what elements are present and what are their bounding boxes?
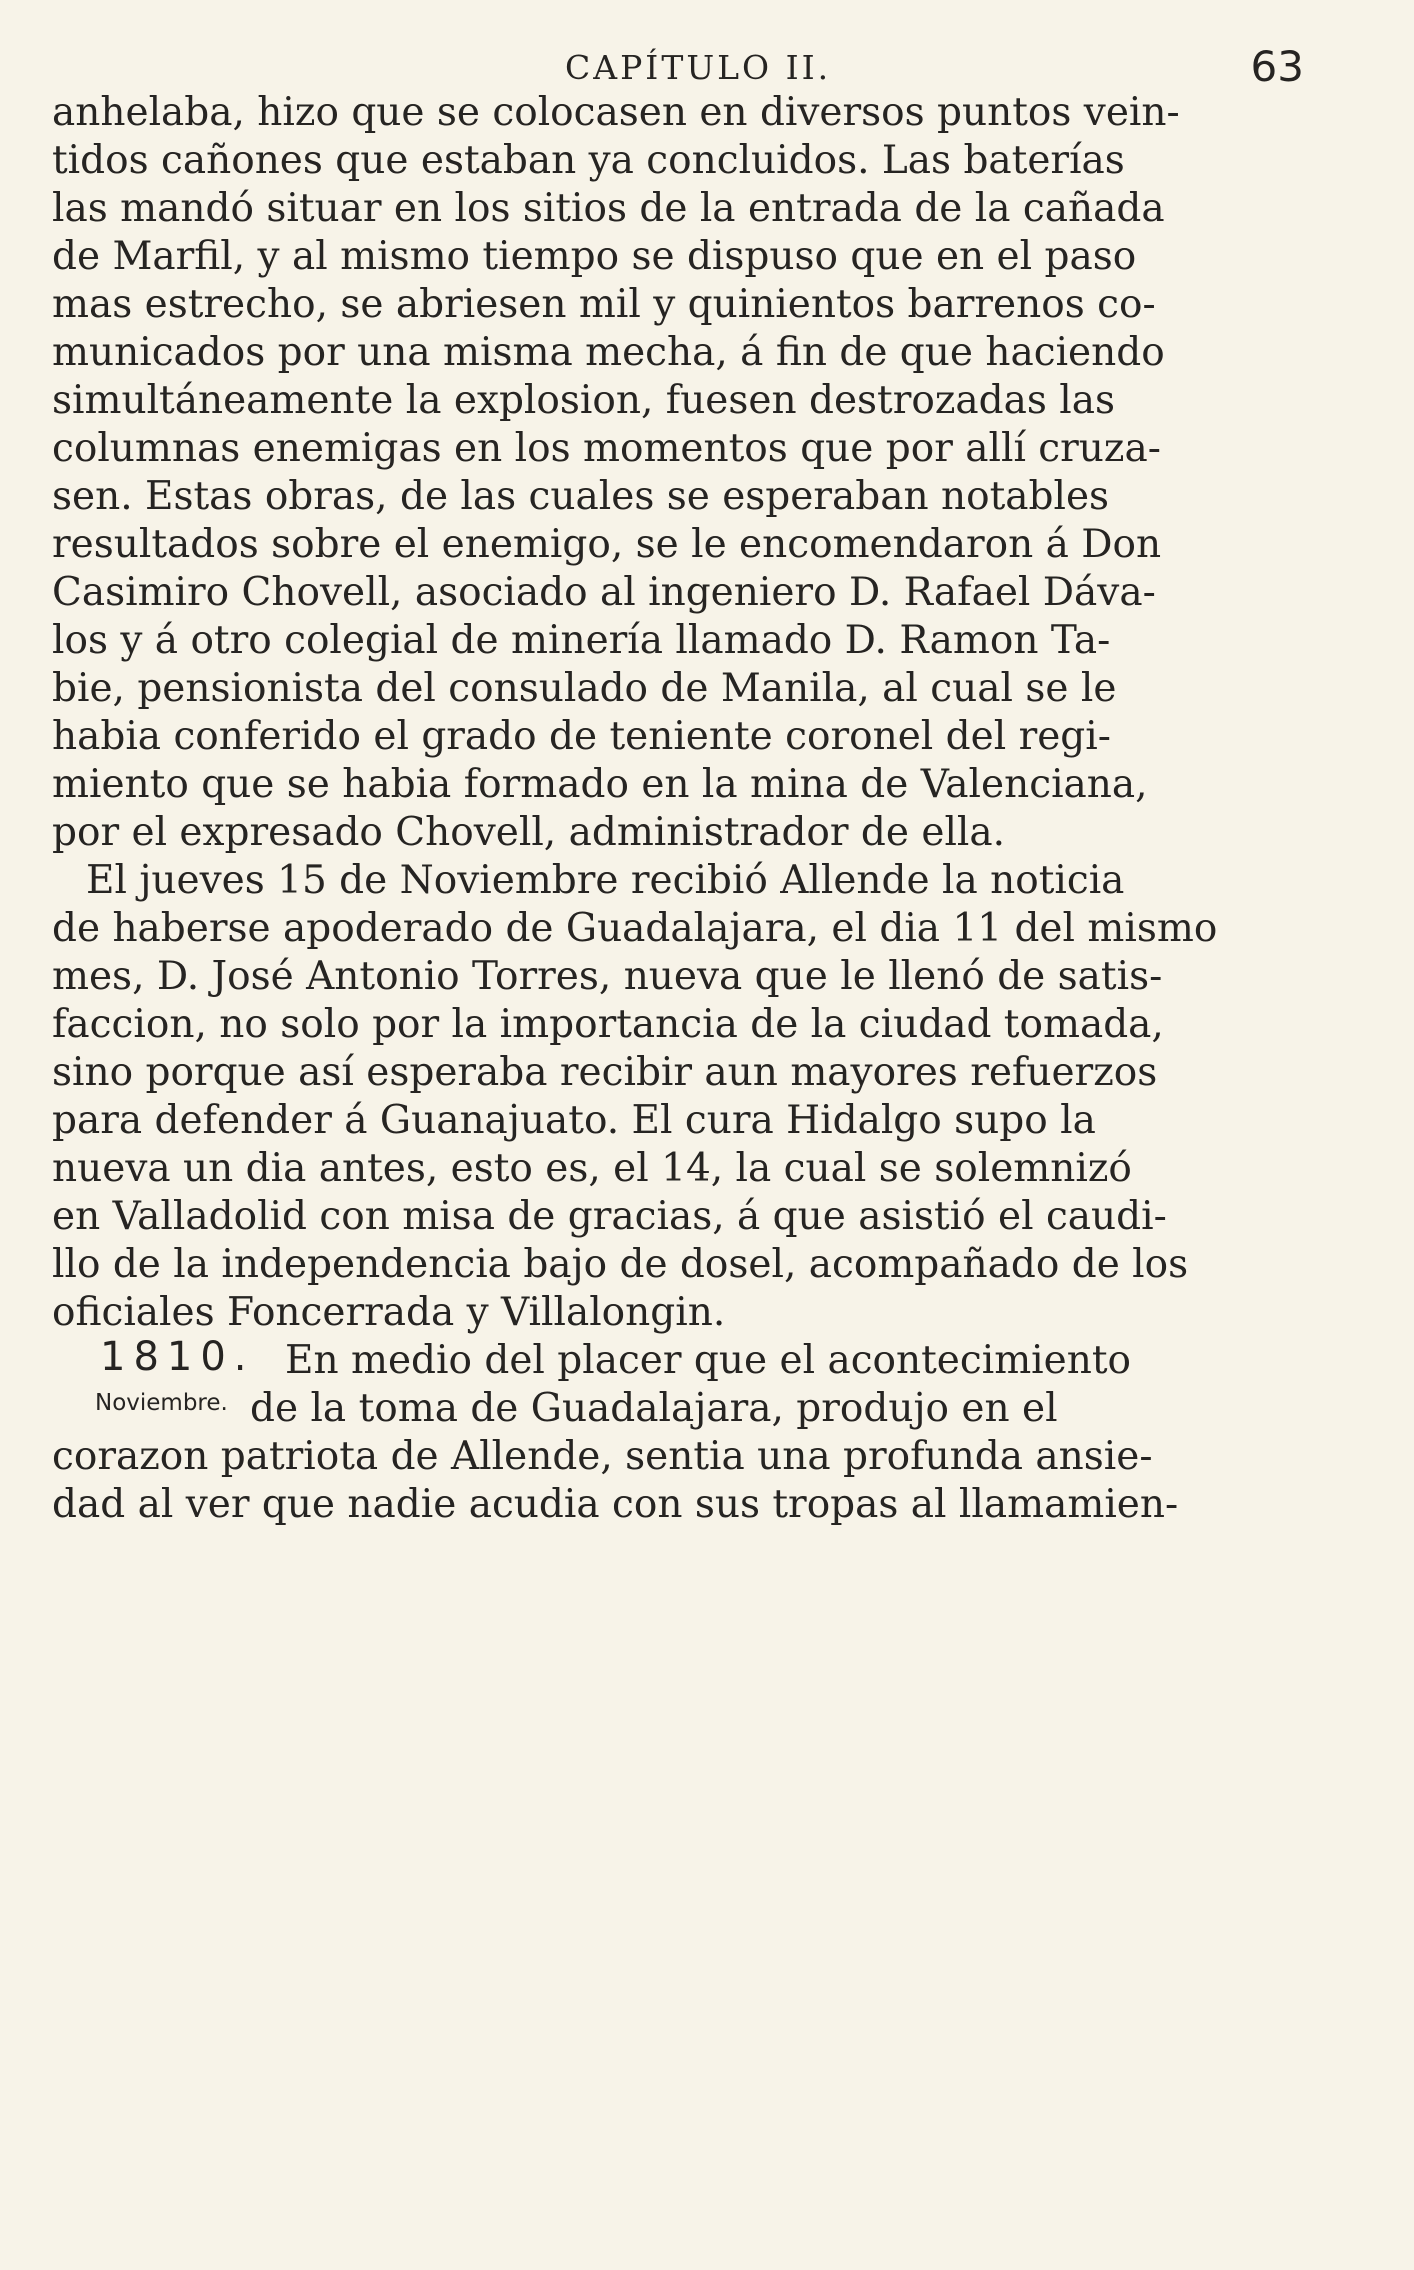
text-line: por el expresado Chovell, administrador de ella. xyxy=(52,810,1006,855)
text-line: las mandó situar en los sitios de la entrada de la cañada xyxy=(52,186,1165,231)
text-line: resultados sobre el enemigo, se le encomendaron á Don xyxy=(52,522,1162,567)
text-line: anhelaba, hizo que se colocasen en diversos puntos vein- xyxy=(52,90,1180,135)
margin-note-year: 1810. xyxy=(100,1334,255,1380)
running-head: CAPÍTULO II. xyxy=(565,48,832,87)
text-line: simultáneamente la explosion, fuesen destrozadas las xyxy=(52,378,1116,423)
text-line: En medio del placer que el acontecimiento xyxy=(285,1338,1132,1383)
text-line: tidos cañones que estaban ya concluidos. Las baterías xyxy=(52,138,1125,183)
text-line: columnas enemigas en los momentos que por allí cruza- xyxy=(52,426,1161,471)
text-line: corazon patriota de Allende, sentia una profunda ansie- xyxy=(52,1434,1153,1479)
text-line: llo de la independencia bajo de dosel, acompañado de los xyxy=(52,1242,1189,1287)
text-line: nueva un dia antes, esto es, el 14, la cual se solemnizó xyxy=(52,1146,1132,1191)
text-line: habia conferido el grado de teniente coronel del regi- xyxy=(52,714,1111,759)
text-line: mes, D. José Antonio Torres, nueva que le llenó de satis- xyxy=(52,954,1163,999)
text-line: dad al ver que nadie acudia con sus tropas al llamamien- xyxy=(52,1482,1179,1527)
text-line: miento que se habia formado en la mina de Valenciana, xyxy=(52,762,1148,807)
text-line: sino porque así esperaba recibir aun mayores refuerzos xyxy=(52,1050,1158,1095)
text-line: para defender á Guanajuato. El cura Hidalgo supo la xyxy=(52,1098,1096,1143)
text-line: en Valladolid con misa de gracias, á que asistió el caudi- xyxy=(52,1194,1167,1239)
text-line: oficiales Foncerrada y Villalongin. xyxy=(52,1290,726,1335)
page-number: 63 xyxy=(1250,42,1304,91)
text-line: municados por una misma mecha, á fin de que haciendo xyxy=(52,330,1165,375)
text-line: faccion, no solo por la importancia de la ciudad tomada, xyxy=(52,1002,1164,1047)
text-line: sen. Estas obras, de las cuales se esperaban notables xyxy=(52,474,1110,519)
text-line: Casimiro Chovell, asociado al ingeniero D. Rafael Dáva- xyxy=(52,570,1156,615)
margin-note-month: Noviembre. xyxy=(95,1390,228,1416)
text-line: de Marfil, y al mismo tiempo se dispuso que en el paso xyxy=(52,234,1137,279)
text-line: los y á otro colegial de minería llamado D. Ramon Ta- xyxy=(52,618,1111,663)
text-line: El jueves 15 de Noviembre recibió Allende la noticia xyxy=(86,858,1125,903)
text-line: de haberse apoderado de Guadalajara, el dia 11 del mismo xyxy=(52,906,1218,951)
text-line: bie, pensionista del consulado de Manila, al cual se le xyxy=(52,666,1117,711)
text-line: mas estrecho, se abriesen mil y quinientos barrenos co- xyxy=(52,282,1156,327)
text-line: de la toma de Guadalajara, produjo en el xyxy=(250,1386,1058,1431)
